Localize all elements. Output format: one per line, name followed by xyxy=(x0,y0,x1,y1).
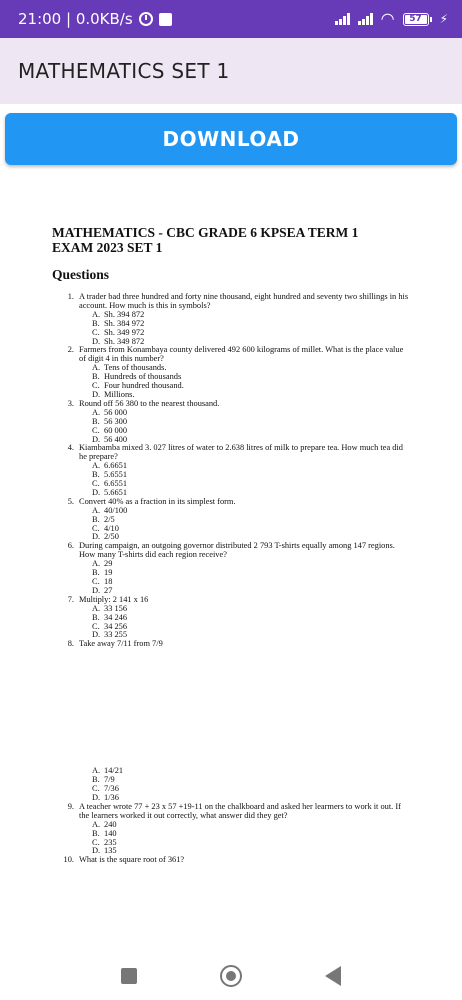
signal-icon-2 xyxy=(358,13,373,25)
option-text: Sh. 349 872 xyxy=(104,336,145,346)
option-text: 5.6651 xyxy=(104,487,128,497)
status-time: 21:00 | 0.0KB/s xyxy=(18,10,133,28)
option-letter: C. xyxy=(92,621,100,631)
answer-option xyxy=(0,507,462,516)
option-letter: D. xyxy=(92,846,101,856)
option-letter: C. xyxy=(92,523,100,533)
question-text: Farmers from Konambaya county delivered 492 600 kilograms of millet. What is the place value of digit 4 in this number? xyxy=(79,345,404,364)
question-number: 2. xyxy=(67,345,74,355)
option-text: 5.6551 xyxy=(104,470,128,480)
answer-option xyxy=(0,614,462,623)
question-item xyxy=(0,640,462,803)
option-letter: C. xyxy=(92,381,100,391)
answer-option xyxy=(0,480,462,489)
option-letter: B. xyxy=(92,568,100,578)
document-viewer[interactable] xyxy=(0,172,462,952)
option-text: 27 xyxy=(104,585,113,595)
answer-option xyxy=(0,605,462,614)
option-letter: B. xyxy=(92,470,100,480)
question-text: Take away 7/11 from 7/9 xyxy=(79,639,163,649)
answer-option xyxy=(0,623,462,632)
answer-option xyxy=(0,320,462,329)
option-text: 2/50 xyxy=(104,532,119,542)
option-text: 19 xyxy=(104,568,113,578)
question-item xyxy=(0,803,462,856)
option-letter: A. xyxy=(92,363,101,373)
answer-option xyxy=(0,767,462,776)
question-item xyxy=(0,346,462,399)
option-letter: C. xyxy=(92,837,100,847)
option-text: Hundreds of thousands xyxy=(104,372,182,382)
question-text: A trader bad three hundred and forty nine thousand, eight hundred and seventy two shillings in his account. How much is this in symbols? xyxy=(79,292,409,310)
option-letter: D. xyxy=(92,792,101,802)
answer-option xyxy=(0,830,462,839)
app-bar xyxy=(0,38,462,104)
option-text: 1/36 xyxy=(104,792,119,802)
question-stem xyxy=(0,596,462,605)
charging-icon: ⚡ xyxy=(439,12,448,26)
question-stem xyxy=(0,444,462,462)
option-letter: B. xyxy=(92,612,100,622)
answer-option xyxy=(0,364,462,373)
question-number: 5. xyxy=(67,496,74,506)
option-text: Tens of thousands. xyxy=(104,363,167,373)
option-text: 18 xyxy=(104,577,113,586)
option-letter: A. xyxy=(92,819,101,829)
battery-icon xyxy=(403,13,432,26)
option-letter: A. xyxy=(92,309,101,319)
option-text: 240 xyxy=(104,819,117,829)
option-letter: B. xyxy=(92,416,100,426)
notification-icon xyxy=(159,13,172,26)
option-letter: C. xyxy=(92,425,100,435)
question-number: 8. xyxy=(67,639,74,649)
option-text: 56 000 xyxy=(104,407,128,417)
question-text: Multiply: 2 141 x 16 xyxy=(79,594,149,604)
option-text: 34 256 xyxy=(104,621,128,631)
question-text: A teacher wrote 77 + 23 x 57 +19-11 on the chalkboard and asked her learmers to work it out. If the learners worked it out correctly, what answer did they get? xyxy=(79,801,401,820)
question-item xyxy=(0,444,462,497)
answer-space xyxy=(0,649,462,767)
option-text: 235 xyxy=(104,837,117,847)
question-item xyxy=(0,293,462,346)
answer-option xyxy=(0,373,462,382)
option-text: 135 xyxy=(104,846,117,856)
answer-option xyxy=(0,821,462,830)
download-button[interactable]: DOWNLOAD xyxy=(5,113,457,165)
option-letter: C. xyxy=(92,577,100,586)
option-text: 7/36 xyxy=(104,784,119,794)
question-number: 9. xyxy=(67,801,74,811)
question-text: During campaign, an outgoing governor distributed 2 793 T-shirts equally among 147 regions. How many T-shirts did each region receive? xyxy=(79,541,395,560)
option-letter: A. xyxy=(92,603,101,613)
question-list xyxy=(0,293,462,865)
option-letter: A. xyxy=(92,407,101,417)
option-text: Sh. 349 972 xyxy=(104,327,145,337)
option-letter: B. xyxy=(92,828,100,838)
option-letter: C. xyxy=(92,784,100,794)
option-letter: D. xyxy=(92,487,101,497)
status-left xyxy=(18,10,335,28)
option-letter: C. xyxy=(92,479,100,489)
question-number: 3. xyxy=(67,398,74,408)
signal-icon xyxy=(335,13,350,25)
option-text: 56 300 xyxy=(104,416,128,426)
question-text: Round off 56 380 to the nearest thousand. xyxy=(79,398,220,408)
home-button[interactable] xyxy=(220,965,242,987)
answer-option xyxy=(0,776,462,785)
option-letter: D. xyxy=(92,532,101,542)
option-text: 34 246 xyxy=(104,612,128,622)
section-heading: Questions xyxy=(52,267,110,282)
answer-option xyxy=(0,569,462,578)
question-number: 4. xyxy=(67,443,74,453)
question-stem xyxy=(0,640,462,649)
answer-option xyxy=(0,525,462,534)
answer-option xyxy=(0,311,462,320)
option-letter: C. xyxy=(92,327,100,337)
question-stem xyxy=(0,346,462,364)
question-stem xyxy=(0,856,462,865)
answer-option xyxy=(0,516,462,525)
option-text: 7/9 xyxy=(104,775,115,785)
question-item xyxy=(0,498,462,543)
question-stem xyxy=(0,803,462,821)
answer-option xyxy=(0,462,462,471)
page-title: MATHEMATICS SET 1 xyxy=(18,59,230,83)
alarm-icon xyxy=(139,12,153,26)
answer-option xyxy=(0,785,462,794)
option-letter: A. xyxy=(92,766,101,776)
status-right xyxy=(335,11,448,27)
option-text: 40/100 xyxy=(104,505,128,515)
option-text: 6.6551 xyxy=(104,479,128,489)
option-letter: B. xyxy=(92,372,100,382)
question-text: Kiambamba mixed 3. 027 litres of water to 2.638 litres of milk to prepare tea. How much tea did he prepare? xyxy=(79,443,403,462)
option-letter: A. xyxy=(92,559,101,569)
question-stem xyxy=(0,400,462,409)
option-text: Sh. 394 872 xyxy=(104,309,145,319)
question-number: 6. xyxy=(67,541,74,551)
option-letter: D. xyxy=(92,585,101,595)
answer-option xyxy=(0,471,462,480)
answer-option xyxy=(0,578,462,587)
option-text: 4/10 xyxy=(104,523,119,533)
option-text: 14/21 xyxy=(104,766,124,776)
option-text: 2/5 xyxy=(104,514,115,524)
wifi-icon: ◠ xyxy=(380,9,395,28)
question-number: 7. xyxy=(67,594,74,604)
option-text: Four hundred thousand. xyxy=(104,381,184,391)
document-title: MATHEMATICS - CBC GRADE 6 KPSEA TERM 1 EXAM 2023 SET 1 xyxy=(52,225,359,255)
option-text: 33 255 xyxy=(104,630,128,640)
question-item xyxy=(0,856,462,865)
answer-option xyxy=(0,382,462,391)
question-item xyxy=(0,400,462,445)
option-letter: B. xyxy=(92,318,100,328)
option-text: Millions. xyxy=(104,389,135,399)
question-stem xyxy=(0,498,462,507)
question-text: Convert 40% as a fraction in its simplest form. xyxy=(79,496,236,506)
status-bar xyxy=(0,0,462,38)
option-letter: B. xyxy=(92,514,100,524)
option-text: Sh. 384 972 xyxy=(104,318,145,328)
battery-level: 57 xyxy=(405,15,427,24)
option-letter: B. xyxy=(92,775,100,785)
option-letter: D. xyxy=(92,389,101,399)
option-text: 140 xyxy=(104,828,117,838)
back-button[interactable] xyxy=(325,966,341,986)
navigation-bar xyxy=(0,952,462,1000)
option-letter: A. xyxy=(92,505,101,515)
recent-apps-button[interactable] xyxy=(121,968,137,984)
option-letter: D. xyxy=(92,336,101,346)
question-item xyxy=(0,542,462,595)
answer-option xyxy=(0,409,462,418)
question-stem xyxy=(0,542,462,560)
question-number: 1. xyxy=(67,292,74,301)
question-item xyxy=(0,596,462,641)
answer-option xyxy=(0,427,462,436)
option-letter: D. xyxy=(92,434,101,444)
answer-option xyxy=(0,329,462,338)
option-text: 29 xyxy=(104,559,113,569)
answer-option xyxy=(0,418,462,427)
question-text: What is the square root of 361? xyxy=(79,855,185,865)
answer-option xyxy=(0,839,462,848)
option-letter: A. xyxy=(92,461,101,471)
question-stem xyxy=(0,293,462,311)
option-letter: D. xyxy=(92,630,101,640)
option-text: 56 400 xyxy=(104,434,128,444)
option-text: 33 156 xyxy=(104,603,128,613)
option-text: 6.6651 xyxy=(104,461,128,471)
option-text: 60 000 xyxy=(104,425,128,435)
question-number: 10. xyxy=(63,855,74,865)
answer-option xyxy=(0,560,462,569)
